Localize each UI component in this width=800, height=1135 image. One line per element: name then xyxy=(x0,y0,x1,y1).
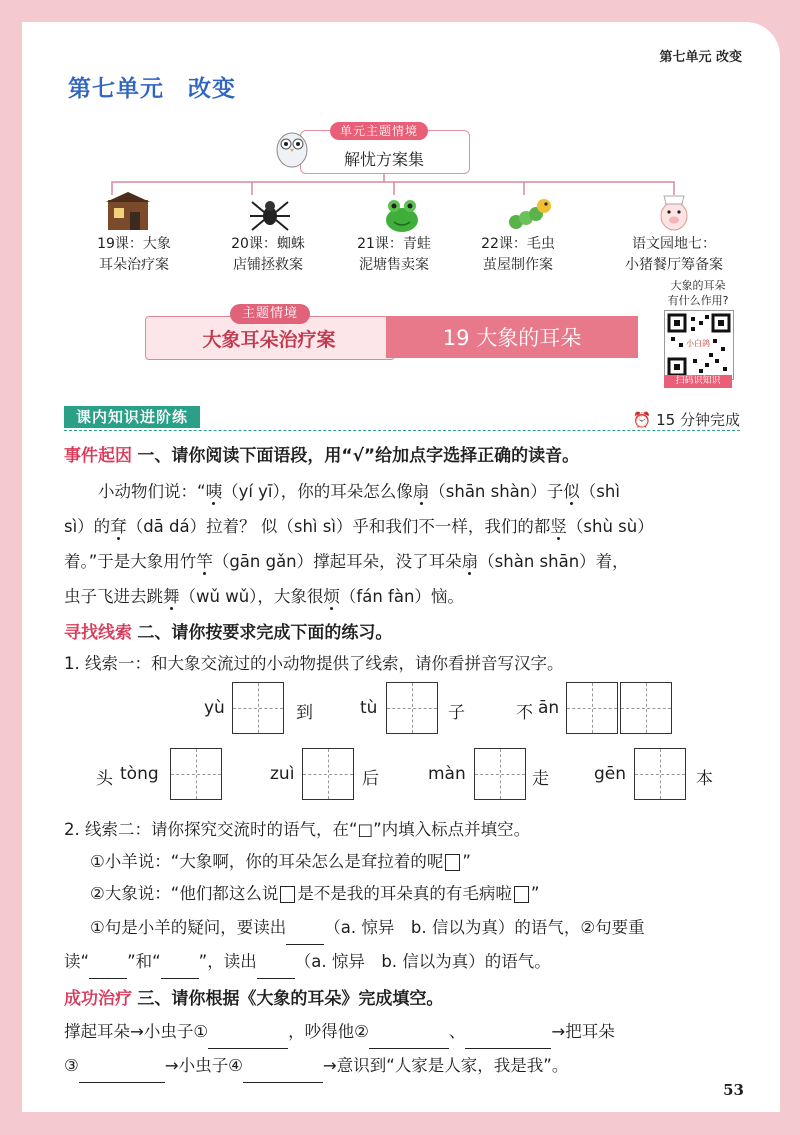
lesson-20: 20课：蜘蛛 店铺拯救案 xyxy=(231,236,305,273)
frog-icon xyxy=(378,192,426,236)
char-box[interactable] xyxy=(170,748,222,800)
unit-title: 第七单元 改变 xyxy=(68,76,236,102)
spider-icon xyxy=(246,192,294,236)
punctuation-box[interactable] xyxy=(280,886,295,903)
punctuation-box[interactable] xyxy=(514,886,529,903)
theme-badge: 单元主题情境 xyxy=(330,122,428,140)
q2-sentence-2: ②大象说：“他们都这么说 是不是我的耳朵真的有毛病啦 ” xyxy=(90,884,540,903)
qr-caption: 大象的耳朵 有什么作用? xyxy=(667,279,729,307)
page-number: 53 xyxy=(723,1081,744,1099)
answer-blank[interactable] xyxy=(79,1064,165,1083)
text-ben: 本 xyxy=(696,769,713,789)
answer-blank[interactable] xyxy=(369,1030,449,1049)
q2-item-2: 2. 线索二：请你探究交流时的语气，在“□”内填入标点并填空。 xyxy=(64,820,531,839)
clock-icon: ⏰ xyxy=(632,411,652,429)
q2-fill-line-1: ①句是小羊的疑问，要读出 （a. 惊异 b. 信以为真）的语气，②句要重 xyxy=(90,910,750,945)
pinyin-tu: tù xyxy=(360,698,378,718)
dotted-char: 竿 xyxy=(196,552,213,571)
dotted-char: 舞 xyxy=(163,587,180,606)
answer-blank[interactable] xyxy=(208,1030,288,1049)
q2-heading: 寻找线索 二、请你按要求完成下面的练习。 xyxy=(64,623,393,643)
answer-blank[interactable] xyxy=(161,960,199,979)
text-tou: 头 xyxy=(96,769,113,789)
text-zou: 走 xyxy=(532,769,549,789)
dotted-char: 扇 xyxy=(461,552,479,571)
char-box[interactable] xyxy=(474,748,526,800)
pig-icon xyxy=(650,192,698,236)
answer-blank[interactable] xyxy=(286,926,324,945)
q3-line-2: ③ →小虫子④ →意识到“人家是人家，我是我”。 xyxy=(64,1048,744,1083)
pinyin-yu: yù xyxy=(204,698,225,718)
q2-item-1: 1. 线索一：和大象交流过的小动物提供了线索，请你看拼音写汉字。 xyxy=(64,654,564,673)
dotted-char: 咦 xyxy=(205,482,223,501)
shop-icon xyxy=(104,190,152,234)
text-bu: 不 xyxy=(516,703,533,723)
pinyin-gen: gēn xyxy=(594,764,627,784)
lesson-title: 19 大象的耳朵 xyxy=(442,326,582,350)
dotted-char: 耷 xyxy=(110,517,127,536)
q2-fill-line-2: 读“ ”和“ ”，读出 （a. 惊异 b. 信以为真）的语气。 xyxy=(64,944,744,979)
pinyin-man: màn xyxy=(428,764,466,784)
q1-passage-line-4: 虫子飞进去跳舞（wǔ wǔ），大象很烦（fán fàn）恼。 xyxy=(64,587,464,606)
timer: ⏰ 15 分钟完成 xyxy=(632,411,740,429)
lesson-19: 19课：大象 耳朵治疗案 xyxy=(97,236,171,273)
q3-line-1: 撑起耳朵→小虫子① ，吵得他② 、 →把耳朵 xyxy=(64,1014,744,1049)
q1-passage-line-2: sì）的耷（dā dá）拉着？ 似（shì sì）乎和我们不一样，我们的都竖（shù sù） xyxy=(64,517,654,536)
char-box[interactable] xyxy=(386,682,438,734)
char-box[interactable] xyxy=(620,682,672,734)
text-zi: 子 xyxy=(448,703,465,723)
owl-mascot-icon xyxy=(272,122,312,170)
punctuation-box[interactable] xyxy=(445,854,460,871)
text-dao: 到 xyxy=(296,703,313,723)
pinyin-an: ān xyxy=(538,698,560,718)
dotted-char: 扇 xyxy=(412,482,430,501)
lesson-22: 22课：毛虫 茧屋制作案 xyxy=(481,236,555,273)
banner-badge: 主题情境 xyxy=(230,304,310,324)
pinyin-zui: zuì xyxy=(270,764,295,784)
dotted-char: 似 xyxy=(563,482,580,501)
section-tag: 课内知识进阶练 xyxy=(64,406,200,428)
banner-theme-title: 大象耳朵治疗案 xyxy=(202,329,336,351)
q3-heading: 成功治疗 三、请你根据《大象的耳朵》完成填空。 xyxy=(64,989,444,1009)
qr-scan-bar: 扫码识知识 xyxy=(664,375,732,388)
q1-passage-line-3: 着。”于是大象用竹竿（gān gǎn）撑起耳朵，没了耳朵扇（shàn shān）着， xyxy=(64,552,629,571)
caterpillar-icon xyxy=(504,192,552,236)
answer-blank[interactable] xyxy=(243,1064,323,1083)
running-header: 第七单元 改变 xyxy=(659,50,742,65)
char-box[interactable] xyxy=(302,748,354,800)
dotted-char: 烦 xyxy=(323,587,340,606)
theme-title: 解忧方案集 xyxy=(343,150,424,169)
lesson-yuwen-7: 语文园地七： 小猪餐厅筹备案 xyxy=(625,236,723,273)
answer-blank[interactable] xyxy=(89,960,127,979)
char-box[interactable] xyxy=(634,748,686,800)
lesson-21: 21课：青蛙 泥塘售卖案 xyxy=(357,236,431,273)
q1-passage-line-1: 小动物们说：“咦（yí yī），你的耳朵怎么像扇（shān shàn）子似（shì xyxy=(98,482,620,501)
char-box[interactable] xyxy=(566,682,618,734)
pinyin-tong: tòng xyxy=(120,764,159,784)
text-hou: 后 xyxy=(362,769,379,789)
char-box[interactable] xyxy=(232,682,284,734)
q1-heading: 事件起因 一、请你阅读下面语段，用“√”给加点字选择正确的读音。 xyxy=(64,446,580,466)
section-divider xyxy=(64,430,740,431)
q2-sentence-1: ①小羊说：“大象啊，你的耳朵怎么是耷拉着的呢 ” xyxy=(90,852,471,871)
answer-blank[interactable] xyxy=(465,1030,551,1049)
dotted-char: 竖 xyxy=(550,517,567,536)
answer-blank[interactable] xyxy=(257,960,295,979)
qr-center-label: 小白鸽 xyxy=(686,339,710,348)
